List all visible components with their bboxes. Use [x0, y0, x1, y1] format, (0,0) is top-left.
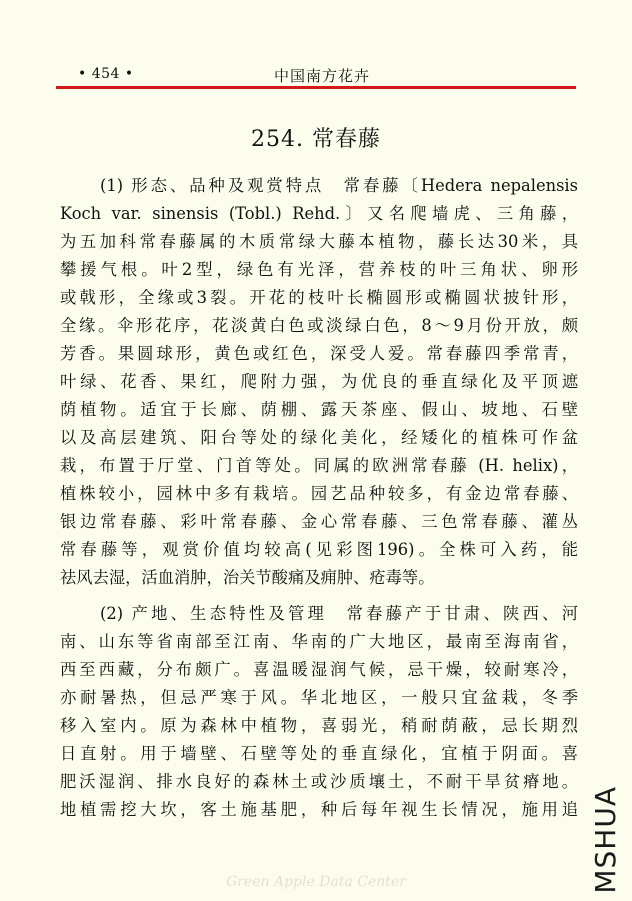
text-line: 荫植物。适宜于长廊、荫棚、露天茶座、假山、坡地、石壁: [60, 400, 578, 419]
text-line: 日直射。用于墙壁、石壁等处的垂直绿化，宜植于阴面。喜: [60, 744, 578, 763]
text-line: 攀援气根。叶2型，绿色有光泽，营养枝的叶三角状、卵形: [60, 260, 578, 279]
text-line: 移入室内。原为森林中植物，喜弱光，稍耐荫蔽，忌长期烈: [60, 716, 578, 735]
text-line: (1) 形态、品种及观赏特点 常春藤〔Hedera nepalensis: [100, 176, 578, 195]
text-line: 西至西藏，分布颇广。喜温暖湿润气候，忌干燥，较耐寒冷，: [60, 660, 578, 679]
text-line: 肥沃湿润、排水良好的森林土或沙质壤土，不耐干旱贫瘠地。: [60, 772, 578, 791]
page-number: • 454 •: [78, 66, 134, 82]
text-line: 芳香。果圆球形，黄色或红色，深受人爱。常春藤四季常青，: [60, 344, 578, 363]
footer-watermark: Green Apple Data Center: [226, 874, 406, 890]
paragraph-morphology: [60, 172, 578, 592]
text-line: 常春藤等，观赏价值均较高(见彩图196)。全株可入药，能: [60, 540, 578, 559]
text-line: 全缘。伞形花序，花淡黄白色或淡绿白色，8～9月份开放，颇: [60, 316, 578, 335]
running-title: 中国南方花卉: [274, 67, 371, 85]
header-rule: [56, 86, 576, 89]
body-text: [60, 172, 578, 824]
section-title: 254. 常春藤: [251, 127, 381, 152]
text-line: 为五加科常春藤属的木质常绿大藤本植物，藤长达30米，具: [60, 232, 578, 251]
side-watermark: MSHUA: [589, 786, 622, 894]
text-line: 栽，布置于厅堂、门首等处。同属的欧洲常春藤 (H. helix)，: [60, 456, 578, 475]
text-line: 南、山东等省南部至江南、华南的广大地区，最南至海南省，: [60, 632, 578, 651]
text-line: 银边常春藤、彩叶常春藤、金心常春藤、三色常春藤、灌丛: [60, 512, 578, 531]
text-line: 地植需挖大坎，客土施基肥，种后每年视生长情况，施用追: [60, 800, 578, 819]
text-line: 或戟形，全缘或3裂。开花的枝叶长椭圆形或椭圆状披针形，: [60, 288, 578, 307]
text-line: Koch var. sinensis (Tobl.) Rehd.〕又名爬墙虎、三角藤，: [60, 204, 578, 223]
text-line: 祛风去湿，活血消肿，治关节酸痛及痈肿、疮毒等。: [60, 568, 435, 587]
paragraph-gap: [60, 592, 578, 600]
text-line: 亦耐暑热，但忌严寒于风。华北地区，一般只宜盆栽，冬季: [60, 688, 578, 707]
text-line: 植株较小，园林中多有栽培。园艺品种较多，有金边常春藤、: [60, 484, 578, 503]
text-line: 以及高层建筑、阳台等处的绿化美化，经矮化的植株可作盆: [60, 428, 578, 447]
page-header: [56, 66, 574, 86]
text-line: 叶绿、花香、果红，爬附力强，为优良的垂直绿化及平顶遮: [60, 372, 578, 391]
paragraph-habitat: [60, 600, 578, 824]
text-line: (2) 产地、生态特性及管理 常春藤产于甘肃、陕西、河: [100, 604, 578, 623]
